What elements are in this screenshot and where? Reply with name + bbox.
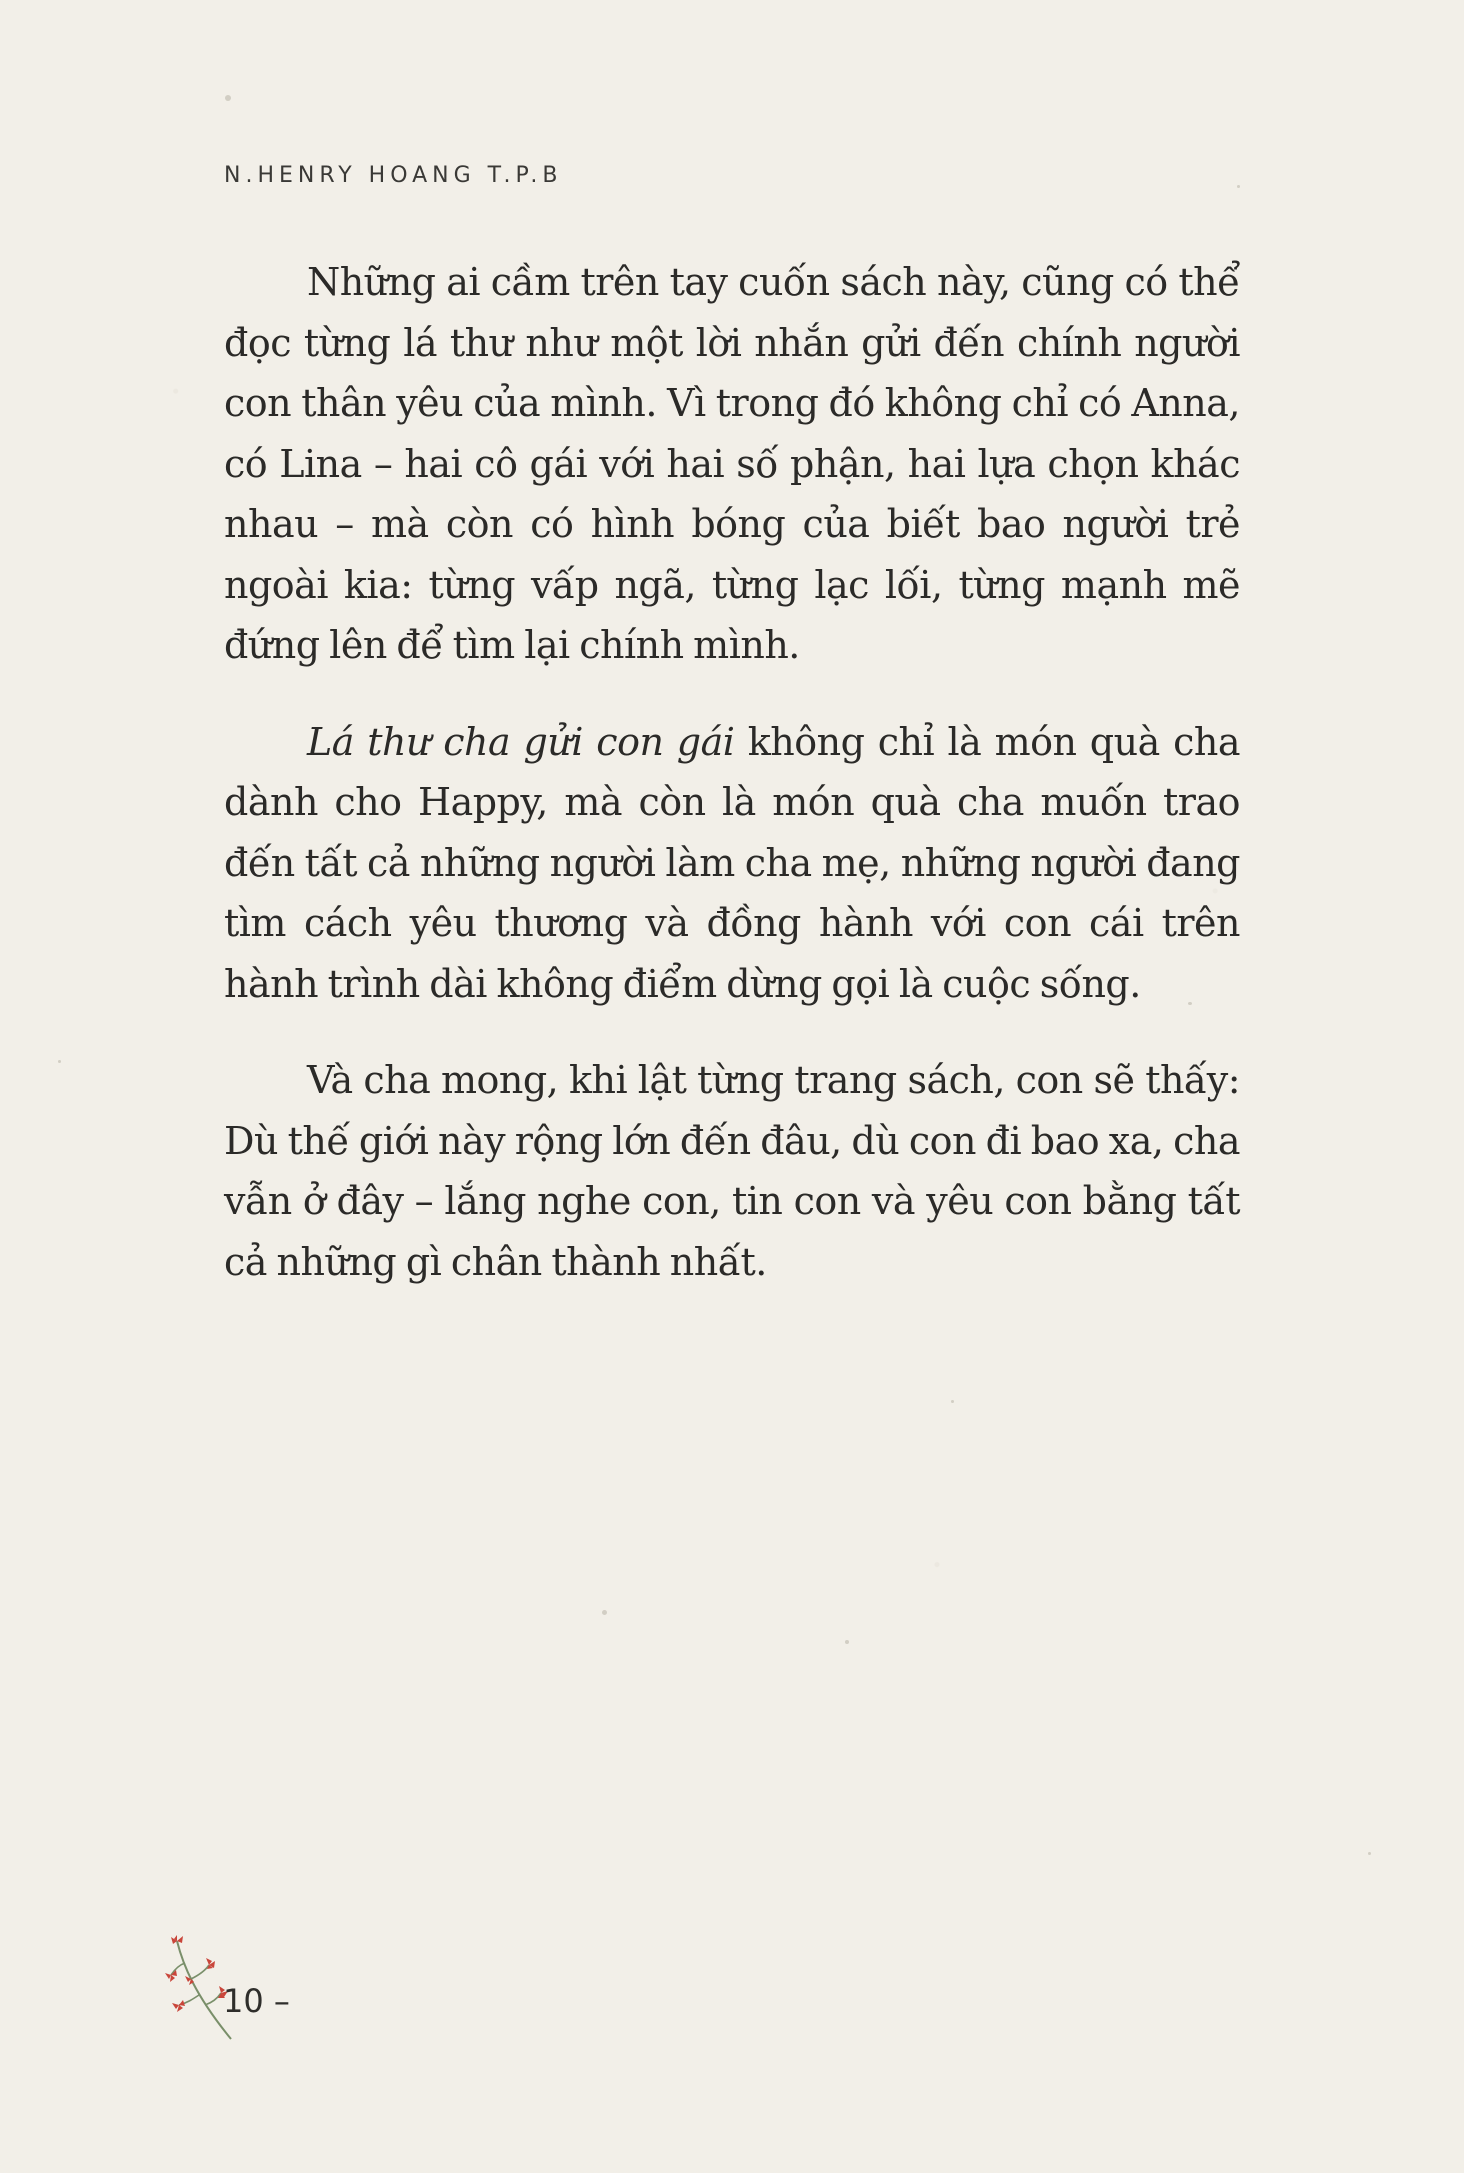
page-footer: [165, 1935, 365, 2045]
paper-speck: [1237, 185, 1240, 188]
paper-speck: [602, 1610, 607, 1615]
paper-speck: [1368, 1852, 1371, 1855]
paper-speck: [951, 1400, 954, 1403]
paper-speck: [58, 1060, 61, 1063]
book-title: Lá thư cha gửi con gái: [307, 719, 735, 764]
paragraph-2: [224, 712, 1240, 1015]
paper-speck: [845, 1640, 849, 1644]
body-text: [224, 252, 1240, 1328]
paper-speck: [225, 95, 231, 101]
paragraph-2-text: không chỉ là món quà cha dành cho Happy, mà còn là món quà cha muốn trao đến tất cả những người làm cha mẹ, những người đang tìm cách yêu thương và đồng hành với con cái trên hành trình dài không điểm dừng gọi là cuộc sống.: [224, 719, 1241, 1006]
running-header: N.HENRY HOANG T.P.B: [224, 163, 563, 188]
paragraph-3: Và cha mong, khi lật từng trang sách, con sẽ thấy: Dù thế giới này rộng lớn đến đâu, dù con đi bao xa, cha vẫn ở đây – lắng nghe con, tin con và yêu con bằng tất cả những gì chân thành nhất.: [224, 1058, 1240, 1284]
page-number: 10 –: [223, 1982, 290, 2020]
paragraph-1: Những ai cầm trên tay cuốn sách này, cũng có thể đọc từng lá thư như một lời nhắn gửi đến chính người con thân yêu của mình. Vì trong đó không chỉ có Anna, có Lina – hai cô gái với hai số phận, hai lựa chọn khác nhau – mà còn có hình bóng của biết bao người trẻ ngoài kia: từng vấp ngã, từng lạc lối, từng mạnh mẽ đứng lên để tìm lại chính mình.: [224, 260, 1240, 667]
